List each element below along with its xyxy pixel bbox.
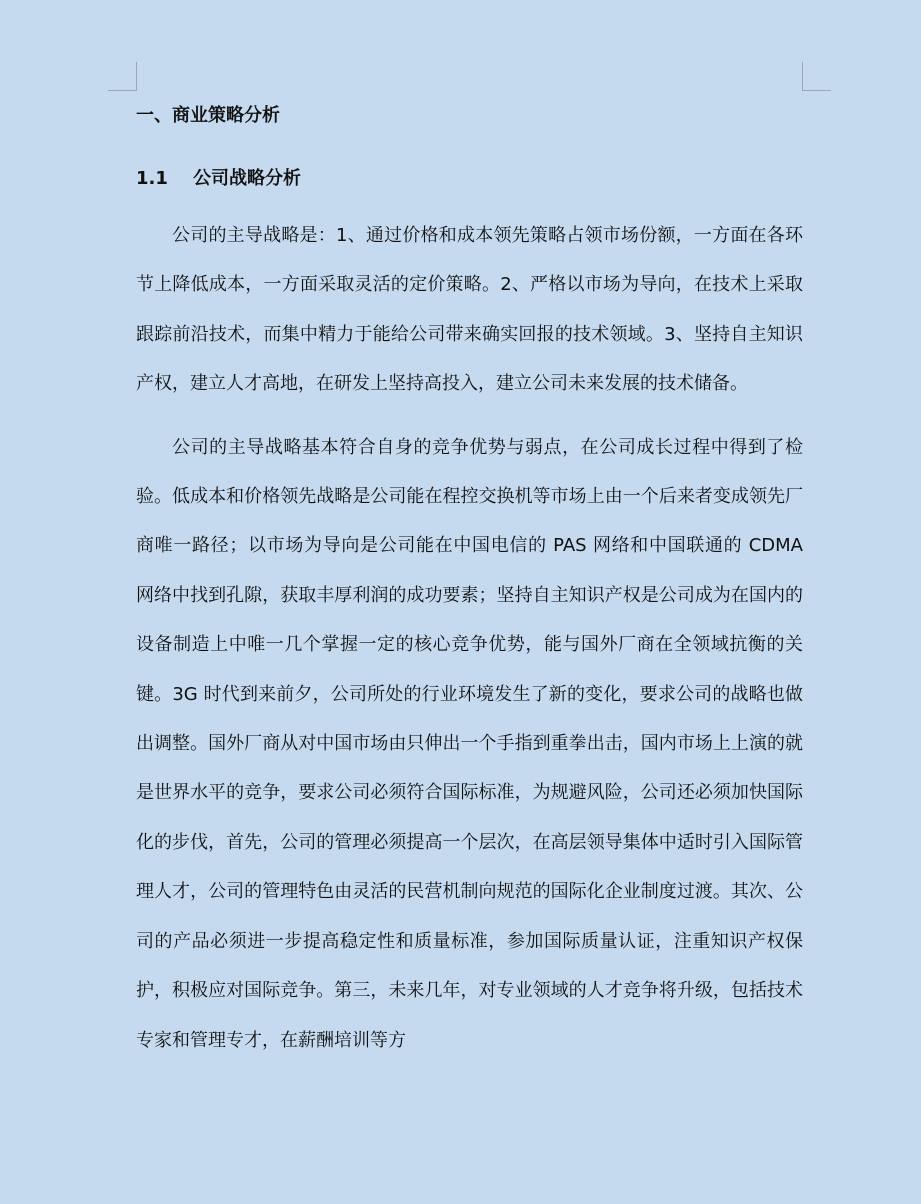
subsection-heading: 1.1 公司战略分析 [136, 168, 301, 189]
section-heading: 一、商业策略分析 [136, 105, 280, 126]
paragraph-analysis: 公司的主导战略基本符合自身的竞争优势与弱点，在公司成长过程中得到了检验。低成本和价格领先战略是公司能在程控交换机等市场上由一个后来者变成领先厂商唯一路径；以市场为导向是公司能在中国电信的 PAS 网络和中国联通的 CDMA 网络中找到孔隙，获取丰厚利润的成功要素；坚持自主知识产权是公司成为在国内的设备制造上中唯一几个掌握一定的核心竞争优势，能与国外厂商在全领域抗衡的关键。3G 时代到来前夕，公司所处的行业环境发生了新的变化，要求公司的战略也做出调整。国外厂商从对中国市场由只伸出一个手指到重拳出击，国内市场上上演的就是世界水平的竞争，要求公司必须符合国际标准，为规避风险，公司还必须加快国际化的步伐，首先，公司的管理必须提高一个层次，在高层领导集体中适时引入国际管理人才，公司的管理特色由灵活的民营机制向规范的国际化企业制度过渡。其次、公司的产品必须进一步提高稳定性和质量标准，参加国际质量认证，注重知识产权保护，积极应对国际竞争。第三，未来几年，对专业领域的人才竞争将升级，包括技术专家和管理专才，在薪酬培训等方 [136, 436, 803, 1051]
paragraph-strategy: 公司的主导战略是：1、通过价格和成本领先策略占领市场份额，一方面在各环节上降低成本，一方面采取灵活的定价策略。2、严格以市场为导向，在技术上采取跟踪前沿技术，而集中精力于能给公司带来确实回报的技术领域。3、坚持自主知识产权，建立人才高地，在研发上坚持高投入，建立公司未来发展的技术储备。 [136, 225, 803, 395]
document-body[interactable] [136, 100, 803, 1065]
top-left-margin-mark [108, 62, 137, 91]
top-right-margin-mark [802, 62, 831, 91]
